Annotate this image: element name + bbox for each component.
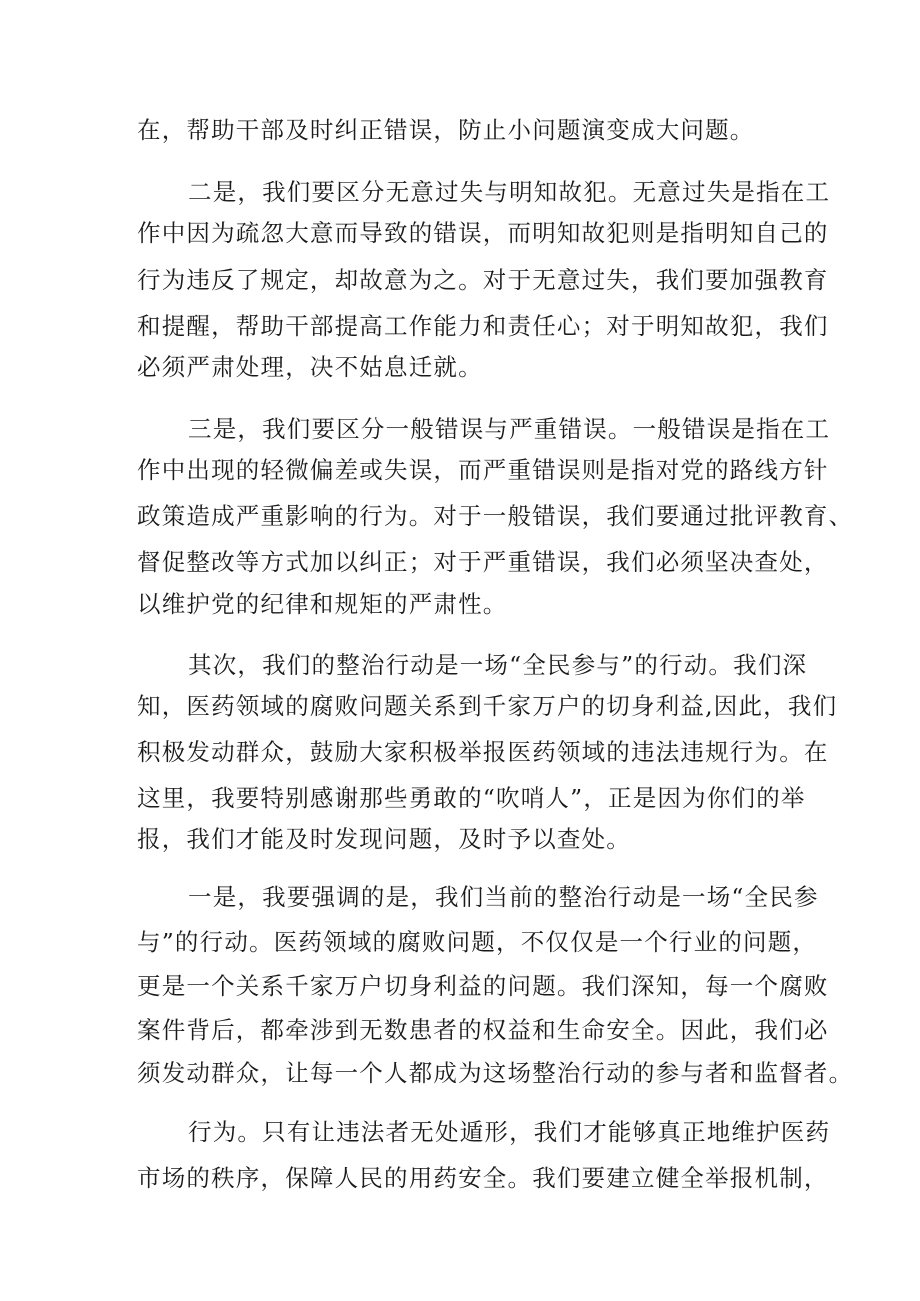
text-line: 一是，我要强调的是，我们当前的整治行动是一场“全民参	[188, 883, 819, 911]
text-line: 这里，我要特别感谢那些勇敢的“吹哨人”，正是因为你们的举	[137, 784, 806, 812]
text-line: 三是，我们要区分一般错误与严重错误。一般错误是指在工	[188, 415, 831, 443]
text-line: 必须严肃处理，决不姑息迁就。	[137, 353, 483, 381]
text-line: 市场的秩序，保障人民的用药安全。我们要建立健全举报机制，	[137, 1164, 829, 1192]
text-line: 更是一个关系千家万户切身利益的问题。我们深知，每一个腐败	[137, 972, 829, 1000]
text-line: 以维护党的纪律和规矩的严肃性。	[137, 590, 508, 618]
text-line: 积极发动群众，鼓励大家积极举报医药领域的违法违规行为。在	[137, 738, 829, 766]
text-line: 案件背后，都牵涉到无数患者的权益和生命安全。因此，我们必	[137, 1016, 829, 1044]
text-line: 须发动群众，让每一个人都成为这场整治行动的参与者和监督者。	[137, 1059, 854, 1087]
text-line: 在，帮助干部及时纠正错误，防止小问题演变成大问题。	[137, 116, 755, 144]
text-line: 政策造成严重影响的行为。对于一般错误，我们要通过批评教育、	[137, 502, 854, 530]
text-line: 报，我们才能及时发现问题，及时予以查处。	[137, 825, 631, 853]
text-line: 作中出现的轻微偏差或失误，而严重错误则是指对党的路线方针	[137, 456, 829, 484]
text-line: 二是，我们要区分无意过失与明知故犯。无意过失是指在工	[188, 178, 831, 206]
text-line: 和提醒，帮助干部提高工作能力和责任心；对于明知故犯，我们	[137, 312, 829, 340]
text-line: 作中因为疏忽大意而导致的错误，而明知故犯则是指明知自己的	[137, 219, 829, 247]
text-line: 行为。只有让违法者无处遁形，我们才能够真正地维护医药	[188, 1118, 831, 1146]
text-line: 督促整改等方式加以纠正；对于严重错误，我们必须坚决查处，	[137, 548, 829, 576]
text-line: 行为违反了规定，却故意为之。对于无意过失，我们要加强教育	[137, 266, 829, 294]
text-line: 知，医药领域的腐败问题关系到千家万户的切身利益,因此，我们	[137, 692, 838, 720]
text-line: 与”的行动。医药领域的腐败问题，不仅仅是一个行业的问题，	[137, 928, 818, 956]
text-line: 其次，我们的整治行动是一场“全民参与”的行动。我们深	[188, 651, 808, 679]
